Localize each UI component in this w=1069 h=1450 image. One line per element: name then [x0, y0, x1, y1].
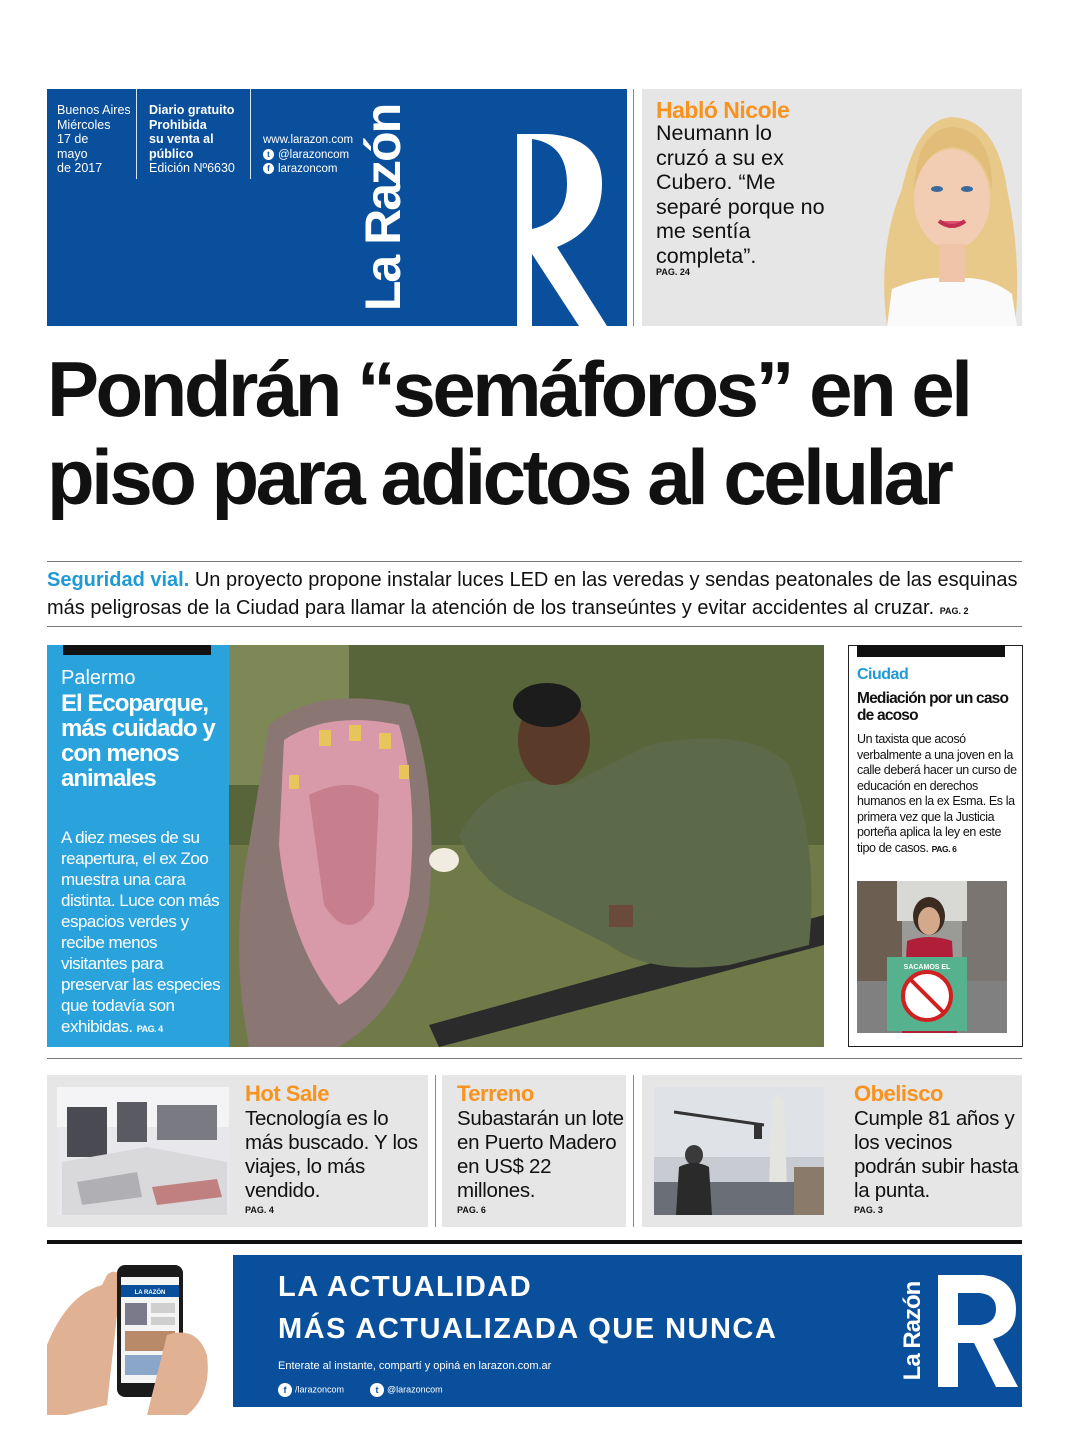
facebook-icon: f: [278, 1383, 292, 1397]
masthead-facebook-handle: larazoncom: [278, 163, 338, 175]
woman-with-sign-photo: [857, 881, 1007, 1033]
ad-twitter-handle: @larazoncom: [387, 1384, 443, 1395]
nicole-kicker: Habló Nicole: [656, 97, 790, 123]
ciudad-teaser[interactable]: [848, 645, 1023, 1047]
hot-sale-body: Tecnología es lo más buscado. Y los viajes, lo más vendido.: [245, 1107, 418, 1202]
bottom-divider-2: [633, 1075, 634, 1227]
twitter-icon: t: [263, 149, 274, 160]
masthead-contacts: [253, 89, 363, 179]
lead-kicker: Seguridad vial.: [47, 569, 190, 591]
ad-top-rule: [47, 1240, 1022, 1244]
ad-facebook[interactable]: [278, 1383, 344, 1397]
masthead-city: Buenos Aires: [57, 103, 131, 117]
ad-twitter[interactable]: [370, 1383, 443, 1397]
masthead-free-line4: público: [149, 146, 194, 161]
ad-line1: LA ACTUALIDAD: [278, 1271, 533, 1303]
ad-brand-text: [893, 1255, 933, 1407]
facebook-icon: f: [263, 163, 274, 174]
masthead-web-link[interactable]: www.larazon.com: [263, 134, 354, 146]
electronics-store-photo: [57, 1087, 229, 1215]
nicole-portrait-image: [847, 99, 1022, 326]
masthead-year: de 2017: [57, 161, 103, 175]
ad-facebook-handle: /larazoncom: [295, 1384, 345, 1395]
ad-subline: Enterate al instante, compartí y opiná en larazon.com.ar: [278, 1360, 552, 1372]
masthead-divider: [633, 89, 634, 326]
lead-text: Un proyecto propone instalar luces LED en las veredas y sendas peatonales de las esquinas más peligrosas de la Ciudad para llamar la atención de los transeúntes y evitar accidentes al cruzar.: [47, 569, 1018, 619]
nicole-page-ref: PAG. 24: [656, 267, 690, 277]
masthead-date: [47, 89, 137, 179]
ecoparque-body: A diez meses de su reapertura, el ex Zoo muestra una cara distinta. Luce con más espacios verdes y recibe menos visitantes para preservar las especies que todavía son exhibidas.: [61, 828, 221, 1036]
ecoparque-panel[interactable]: [47, 645, 229, 1047]
ciudad-body: Un taxista que acosó verbalmente a una joven en la calle deberá hacer un curso de educación en derechos humanos en la ex Esma. Es la primera vez que la Justicia porteña aplica la ley en este tipo de casos.: [857, 732, 1017, 855]
ecoparque-title: El Ecoparque, más cuidado y con menos animales: [61, 690, 215, 792]
masthead-month: mayo: [57, 146, 88, 161]
headline-line1: Pondrán “semáforos” en el: [47, 345, 970, 433]
masthead-free-line3: su venta al: [149, 132, 214, 146]
obelisco-page-ref: PAG. 3: [854, 1205, 883, 1215]
lead-top-rule: [47, 561, 1022, 562]
obelisco-teaser[interactable]: [642, 1075, 1022, 1227]
obelisco-kicker: Obelisco: [854, 1081, 943, 1106]
nicole-body: Neumann lo cruzó a su ex Cubero. “Me separé porque no me sentía completa”.: [656, 121, 825, 268]
lead-page-ref: PAG. 2: [939, 606, 969, 616]
obelisco-photo: [654, 1087, 824, 1215]
hot-sale-teaser[interactable]: [47, 1075, 428, 1227]
masthead-weekday: Miércoles: [57, 117, 111, 132]
bottom-section-rule: [47, 1058, 1022, 1059]
terreno-kicker: Terreno: [457, 1081, 534, 1106]
sign-text: SACAMOS EL: [903, 964, 951, 971]
obelisco-body: Cumple 81 años y los vecinos podrán subir hasta la punta.: [854, 1107, 1019, 1202]
ciudad-kicker: Ciudad: [857, 666, 909, 683]
lead-bottom-rule: [47, 626, 1022, 627]
phone-brand-text: LA RAZÓN: [134, 1290, 166, 1296]
masthead-day: 17 de: [57, 132, 89, 146]
big-r-logo: [417, 89, 627, 326]
brand-logo-text: [353, 89, 413, 326]
headline-line2: piso para adictos al celular: [47, 433, 951, 521]
terreno-body: Subastarán un lote en Puerto Madero en US$ 22 millones.: [457, 1107, 624, 1202]
bottom-divider-1: [435, 1075, 436, 1227]
masthead-twitter[interactable]: [263, 148, 363, 163]
masthead-free-line1: Diario gratuito: [149, 103, 235, 117]
ecoparque-bar: [63, 645, 211, 655]
masthead-facebook[interactable]: [263, 162, 363, 177]
ad-brand-name: La Razón: [899, 1281, 926, 1381]
ad-r-logo: [938, 1275, 1018, 1387]
ecoparque-text: [61, 827, 221, 1040]
brand-name: La Razón: [355, 104, 411, 311]
hot-sale-kicker: Hot Sale: [245, 1081, 330, 1106]
ecoparque-page-ref: PAG. 4: [136, 1024, 163, 1034]
masthead-free-line2: Prohibida: [149, 117, 207, 132]
ad-banner[interactable]: [233, 1255, 1022, 1407]
ecoparque-place: Palermo: [61, 667, 136, 689]
ciudad-bar: [857, 645, 1005, 657]
terreno-teaser[interactable]: [442, 1075, 626, 1227]
hippo-keeper-photo: [229, 645, 824, 1047]
ad-line2: MÁS ACTUALIZADA QUE NUNCA: [278, 1313, 778, 1345]
ciudad-title: Mediación por un caso de acoso: [857, 690, 1009, 724]
hot-sale-page-ref: PAG. 4: [245, 1205, 274, 1215]
hand-phone-image: [47, 1255, 217, 1415]
main-headline[interactable]: [47, 345, 1047, 521]
terreno-page-ref: PAG. 6: [457, 1205, 486, 1215]
ciudad-text: [857, 732, 1017, 857]
masthead-edition-number: Edición Nº6630: [149, 161, 235, 175]
ciudad-page-ref: PAG. 6: [931, 843, 957, 854]
twitter-icon: t: [370, 1383, 384, 1397]
masthead: [47, 89, 627, 326]
lead-paragraph: [47, 566, 1027, 625]
masthead-edition: [139, 89, 251, 179]
nicole-teaser[interactable]: [642, 89, 1022, 326]
masthead-twitter-handle: @larazoncom: [278, 148, 350, 161]
